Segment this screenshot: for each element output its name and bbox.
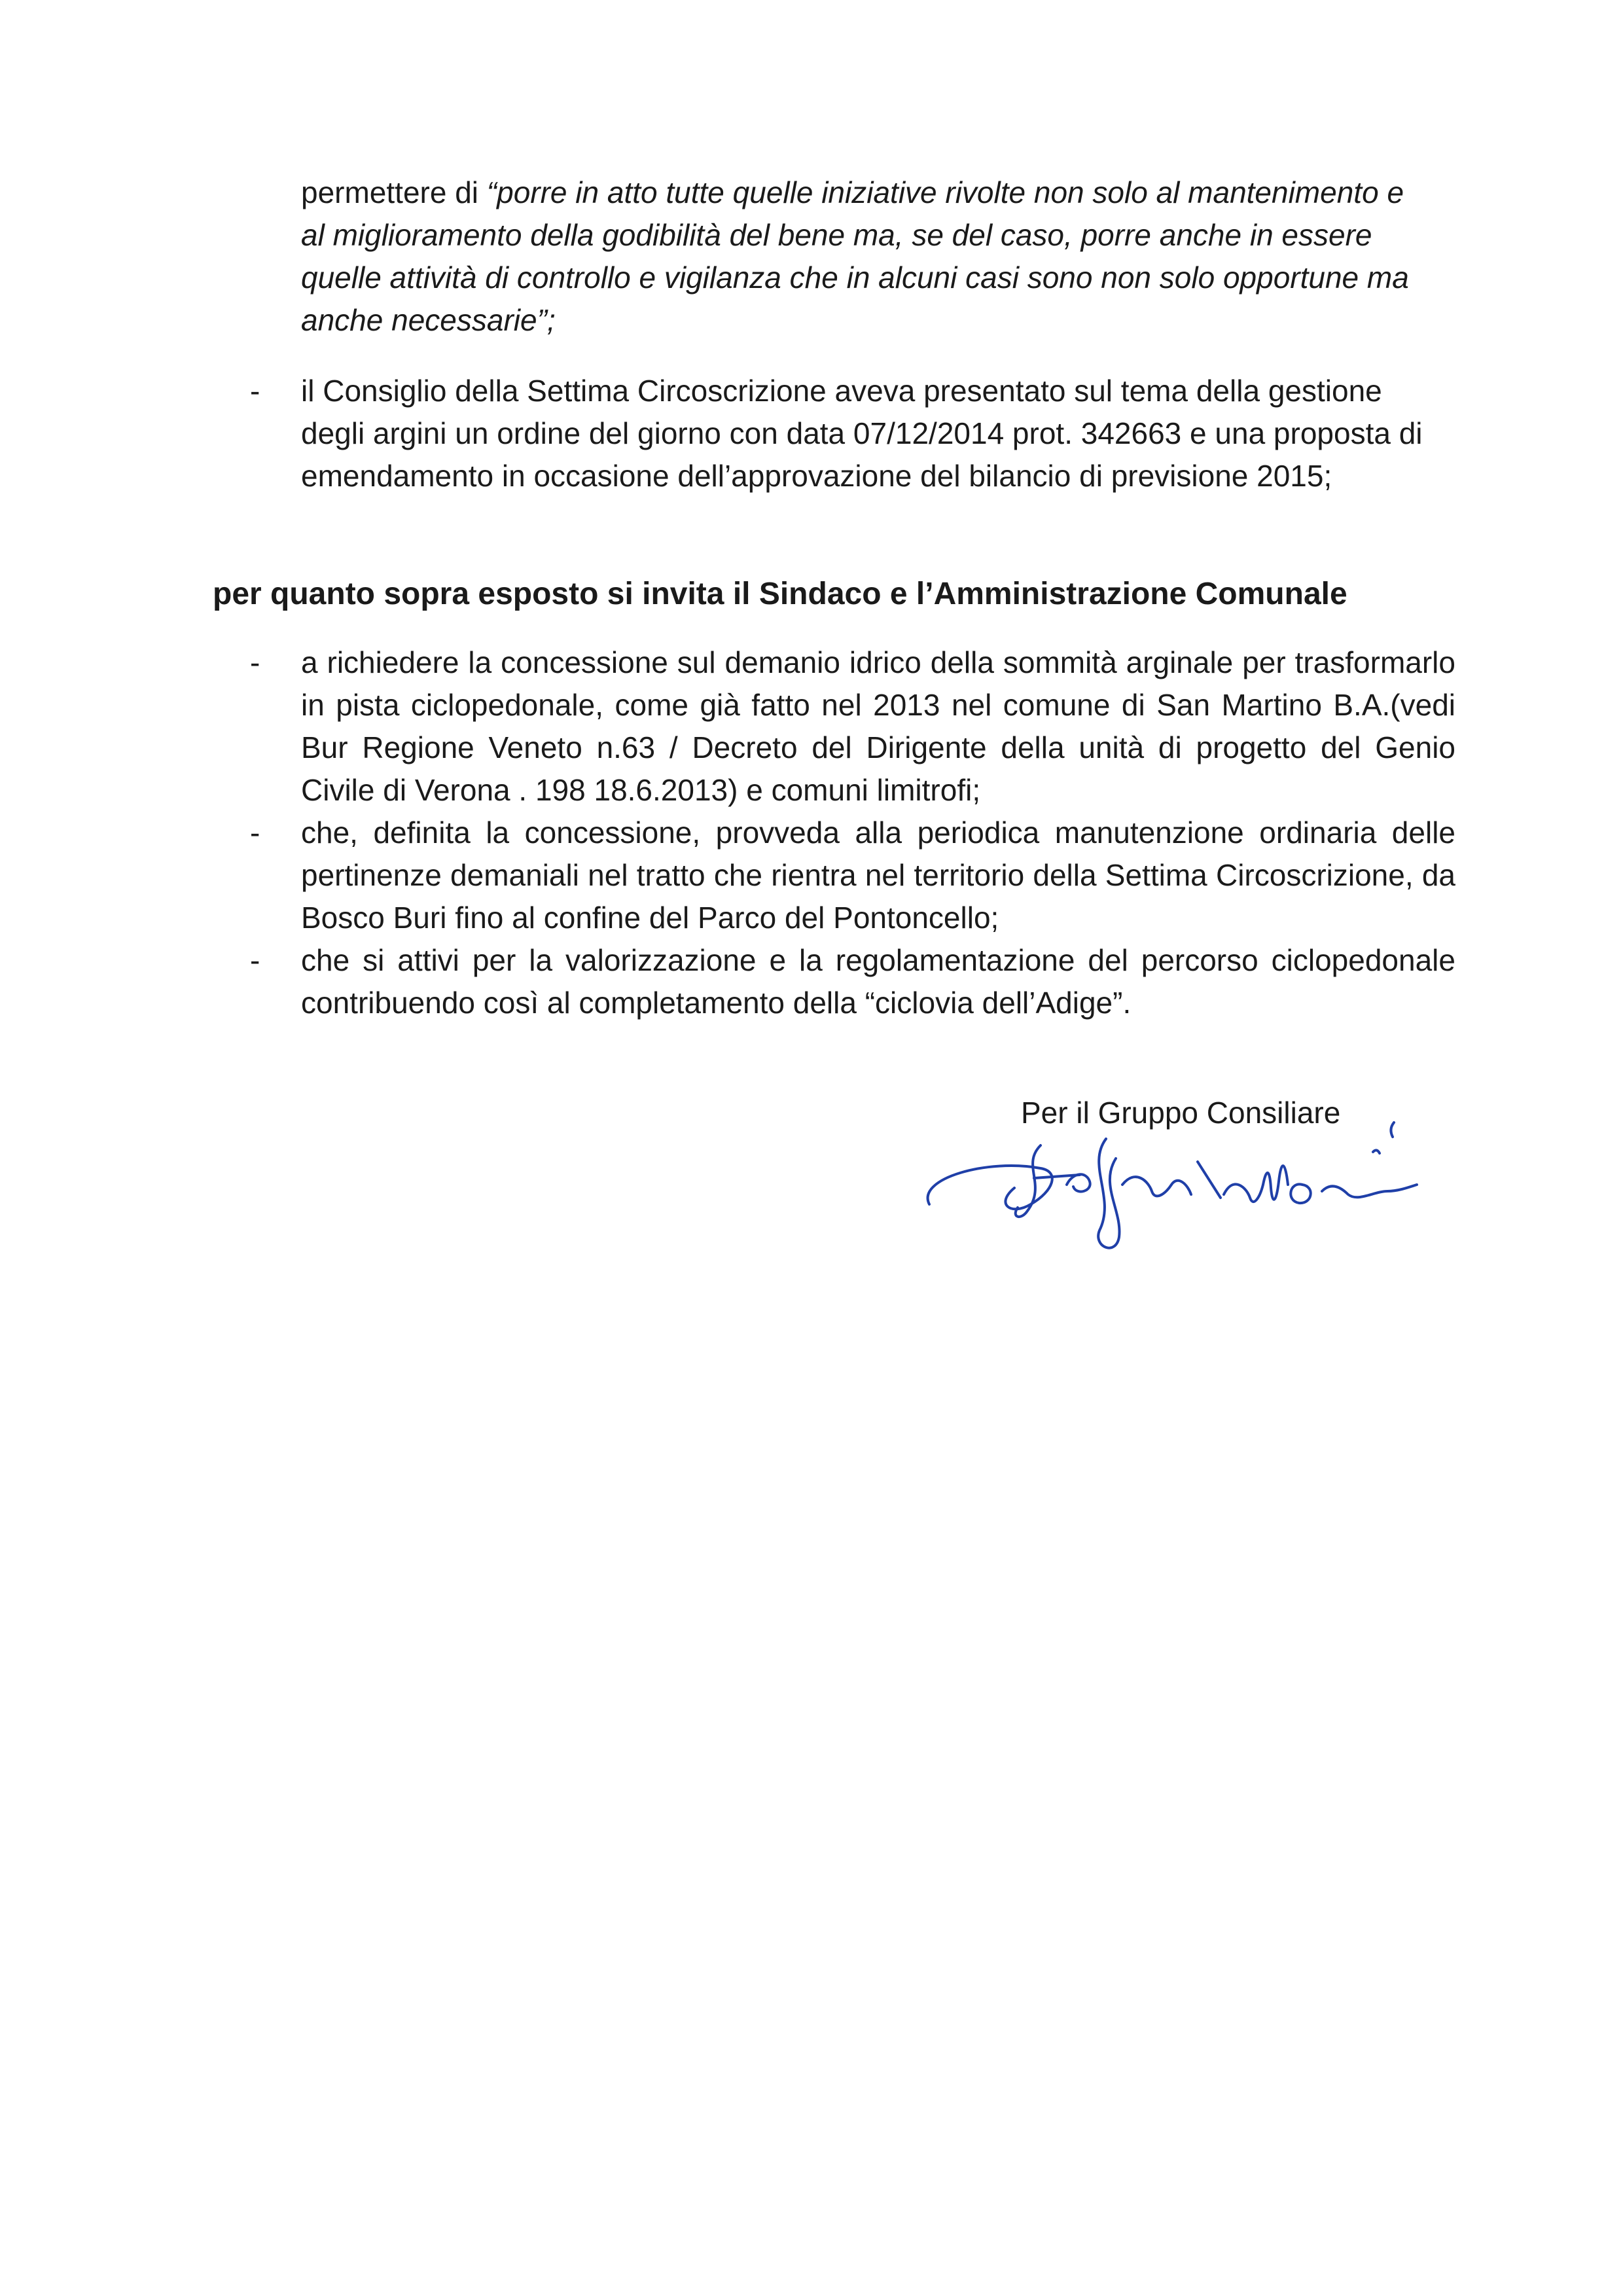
- list-item-text: che si attivi per la valorizzazione e la regolamentazione del percorso ciclopedonale contribuendo così al completamento della “ciclovia dell’Adige”.: [301, 943, 1455, 1020]
- invite-heading: per quanto sopra esposto si invita il Sindaco e l’Amministrazione Comunale: [213, 577, 1347, 611]
- intro-quote: “porre in atto tutte quelle iniziative rivolte non solo al mantenimento e al miglioramento della godibilità del bene ma, se del caso, porre anche in essere quelle attività di controllo e vigilanza che in alcuni casi sono non solo opportune ma anche necessarie”;: [301, 175, 1409, 337]
- premise-list: [0, 370, 1427, 497]
- list-item: [0, 812, 1455, 939]
- closing-line: Per il Gruppo Consiliare: [1021, 1096, 1341, 1130]
- list-dash: -: [250, 816, 260, 850]
- handwritten-signature-icon: [890, 1106, 1427, 1263]
- intro-paragraph: [301, 171, 1427, 342]
- list-dash: -: [250, 645, 260, 679]
- intro-lead: permettere di: [301, 175, 487, 209]
- list-dash: -: [250, 943, 260, 977]
- list-item: [0, 370, 1427, 497]
- list-item-text: a richiedere la concessione sul demanio idrico della sommità arginale per trasformarlo in pista ciclopedonale, come già fatto nel 2013 nel comune di San Martino B.A.(vedi Bur Regione Veneto n.63 / Decreto del Dirigente della unità di progetto del Genio Civile di Verona . 198 18.6.2013) e comuni limitrofi;: [301, 645, 1455, 807]
- list-dash: -: [250, 374, 260, 408]
- list-item-text: che, definita la concessione, provveda alla periodica manutenzione ordinaria delle pertinenze demaniali nel tratto che rientra nel territorio della Settima Circoscrizione, da Bosco Buri fino al confine del Parco del Pontoncello;: [301, 816, 1455, 935]
- list-item-text: il Consiglio della Settima Circoscrizione aveva presentato sul tema della gestione degli argini un ordine del giorno con data 07/12/2014 prot. 342663 e una proposta di emendamento in occasione dell’approvazione del bilancio di previsione 2015;: [301, 374, 1423, 493]
- list-item: [0, 641, 1455, 812]
- list-item: [0, 939, 1455, 1024]
- request-list: [0, 641, 1455, 1024]
